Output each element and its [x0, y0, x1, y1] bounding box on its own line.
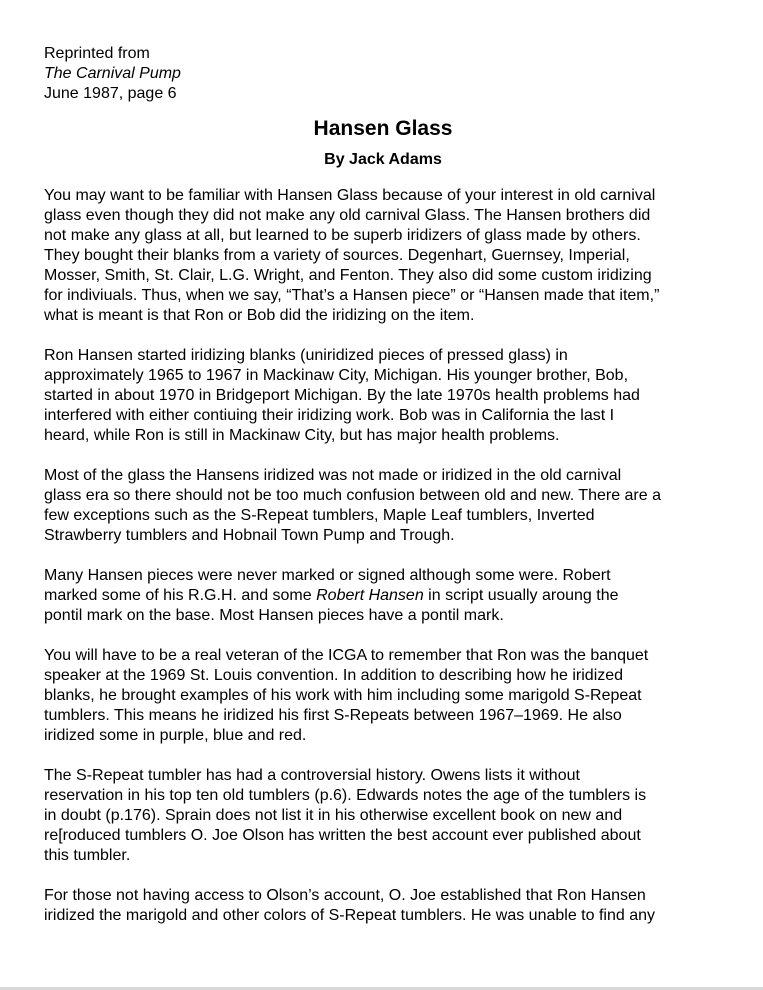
- paragraph-4: [44, 566, 734, 626]
- paragraph-1: You may want to be familiar with Hansen Glass because of your interest in old carnival glass even though they did not make any old carnival Glass. The Hansen brothers did not make any glass at all, but learned to be superb iridizers of glass made by others. They bought their blanks from a variety of sources. Degenhart, Guernsey, Imperial, Mosser, Smith, St. Clair, L.G. Wright, and Fenton. They also did some custom iridizing for indiviuals. Thus, when we say, “That’s a Hansen piece” or “Hansen made that item,” what is meant is that Ron or Bob did the iridizing on the item.: [44, 187, 660, 324]
- paragraph-3: Most of the glass the Hansens iridized was not made or iridized in the old carnival glass era so there should not be too much confusion between old and new. There are a few exceptions such as the S-Repeat tumblers, Maple Leaf tumblers, Inverted Strawberry tumblers and Hobnail Town Pump and Trough.: [44, 467, 661, 544]
- paragraph-4-before: Many Hansen pieces were never marked or signed although some were. Robert marked some of his R.G.H. and some: [44, 567, 611, 604]
- document-page: [44, 44, 734, 946]
- paragraph-7: For those not having access to Olson’s account, O. Joe established that Ron Hansen iridized the marigold and other colors of S-Repeat tumblers. He was unable to find any: [44, 887, 655, 924]
- signature-script-name: Robert Hansen: [316, 587, 424, 604]
- reprint-notice: [44, 44, 734, 104]
- paragraph-6: The S-Repeat tumbler has had a controversial history. Owens lists it without reservation in his top ten old tumblers (p.6). Edwards notes the age of the tumblers is in doubt (p.176). Sprain does not list it in his otherwise excellent book on new and re[roduced tumblers O. Joe Olson has written the best account ever published about this tumbler.: [44, 767, 647, 864]
- issue-info: June 1987, page 6: [44, 85, 177, 102]
- article-byline: By Jack Adams: [324, 151, 442, 168]
- paragraph-5: You will have to be a real veteran of the ICGA to remember that Ron was the banquet speaker at the 1969 St. Louis convention. In addition to describing how he iridized blanks, he brought examples of his work with him including some marigold S-Repeat tumblers. This means he iridized his first S-Repeats between 1967–1969. He also iridized some in purple, blue and red.: [44, 647, 649, 744]
- paragraph-4-after: in script usually aroung the pontil mark on the base. Most Hansen pieces have a pontil mark.: [44, 587, 619, 624]
- article-body: [44, 186, 734, 926]
- paragraph-2: Ron Hansen started iridizing blanks (uniridized pieces of pressed glass) in approximately 1965 to 1967 in Mackinaw City, Michigan. His younger brother, Bob, started in about 1970 in Bridgeport Michigan. By the late 1970s health problems had interfered with either contiuing their iridizing work. Bob was in California the last I heard, while Ron is still in Mackinaw City, but has major health problems.: [44, 347, 640, 444]
- reprint-line: Reprinted from: [44, 45, 150, 62]
- article-title: Hansen Glass: [313, 117, 453, 140]
- publication-name: The Carnival Pump: [44, 65, 181, 82]
